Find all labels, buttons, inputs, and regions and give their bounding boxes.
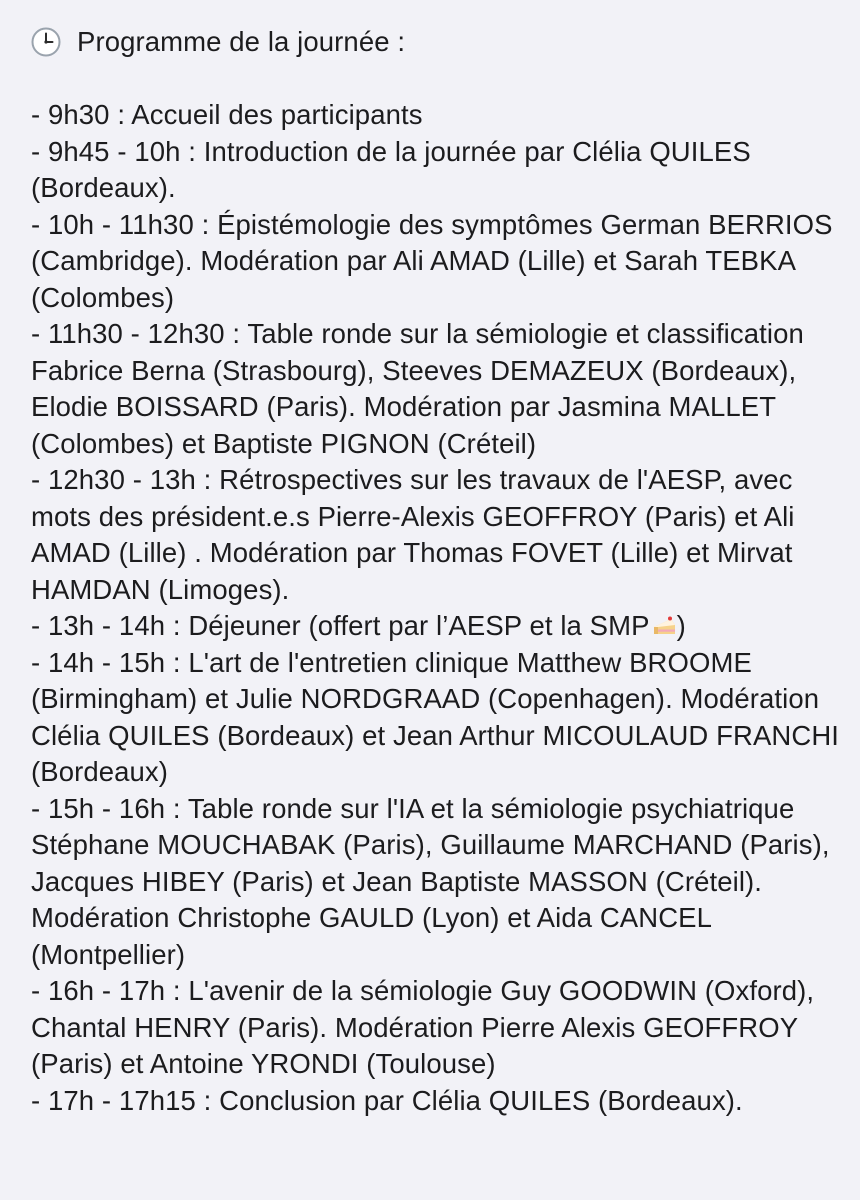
schedule-item-table-ronde-ia: - 15h - 16h : Table ronde sur l'IA et la sémiologie psychiatrique Stéphane MOUCHABAK (Paris), Guillaume MARCHAND (Paris), Jacques HIBEY (Paris) et Jean Baptiste MASSON (Créteil). Modération Christophe GAULD (Lyon) et Aida CANCEL (Montpellier) [31,792,830,970]
cake-icon [651,613,677,639]
schedule-item-dejeuner [31,608,840,645]
schedule-item-introduction: - 9h45 - 10h : Introduction de la journée par Clélia QUILES (Bordeaux). [31,135,751,203]
programme-header [31,24,840,61]
schedule-item-conclusion: - 17h - 17h15 : Conclusion par Clélia QUILES (Bordeaux). [31,1084,743,1116]
schedule-item-avenir-semiologie: - 16h - 17h : L'avenir de la sémiologie Guy GOODWIN (Oxford), Chantal HENRY (Paris). Modération Pierre Alexis GEOFFROY (Paris) et Antoine YRONDI (Toulouse) [31,975,815,1079]
schedule-item-epistemologie: - 10h - 11h30 : Épistémologie des symptômes German BERRIOS (Cambridge). Modération par Ali AMAD (Lille) et Sarah TEBKA (Colombes) [31,208,833,313]
schedule-item-table-ronde-semiologie: - 11h30 - 12h30 : Table ronde sur la sémiologie et classification Fabrice Berna (Strasbourg), Steeves DEMAZEUX (Bordeaux), Elodie BOISSARD (Paris). Modération par Jasmina MALLET (Colombes) et Baptiste PIGNON (Créteil) [31,318,804,459]
dejeuner-closing: ) [676,610,686,641]
programme-title: Programme de la journée : [77,26,406,57]
schedule-item-entretien-clinique: - 14h - 15h : L'art de l'entretien clinique Matthew BROOME (Birmingham) et Julie NORDGRAAD (Copenhagen). Modération Clélia QUILES (Bordeaux) et Jean Arthur MICOULAUD FRANCHI (Bordeaux) [31,646,840,787]
dejeuner-text: - 13h - 14h : Déjeuner (offert par l’AESP et la SMP [31,610,650,641]
schedule-item-accueil: - 9h30 : Accueil des participants [31,99,423,130]
schedule-item-retrospectives: - 12h30 - 13h : Rétrospectives sur les travaux de l'AESP, avec mots des président.e.s Pierre-Alexis GEOFFROY (Paris) et Ali AMAD (Lille) . Modération par Thomas FOVET (Lille) et Mirvat HAMDAN (Limoges). [31,464,795,605]
clock-icon [31,27,61,57]
